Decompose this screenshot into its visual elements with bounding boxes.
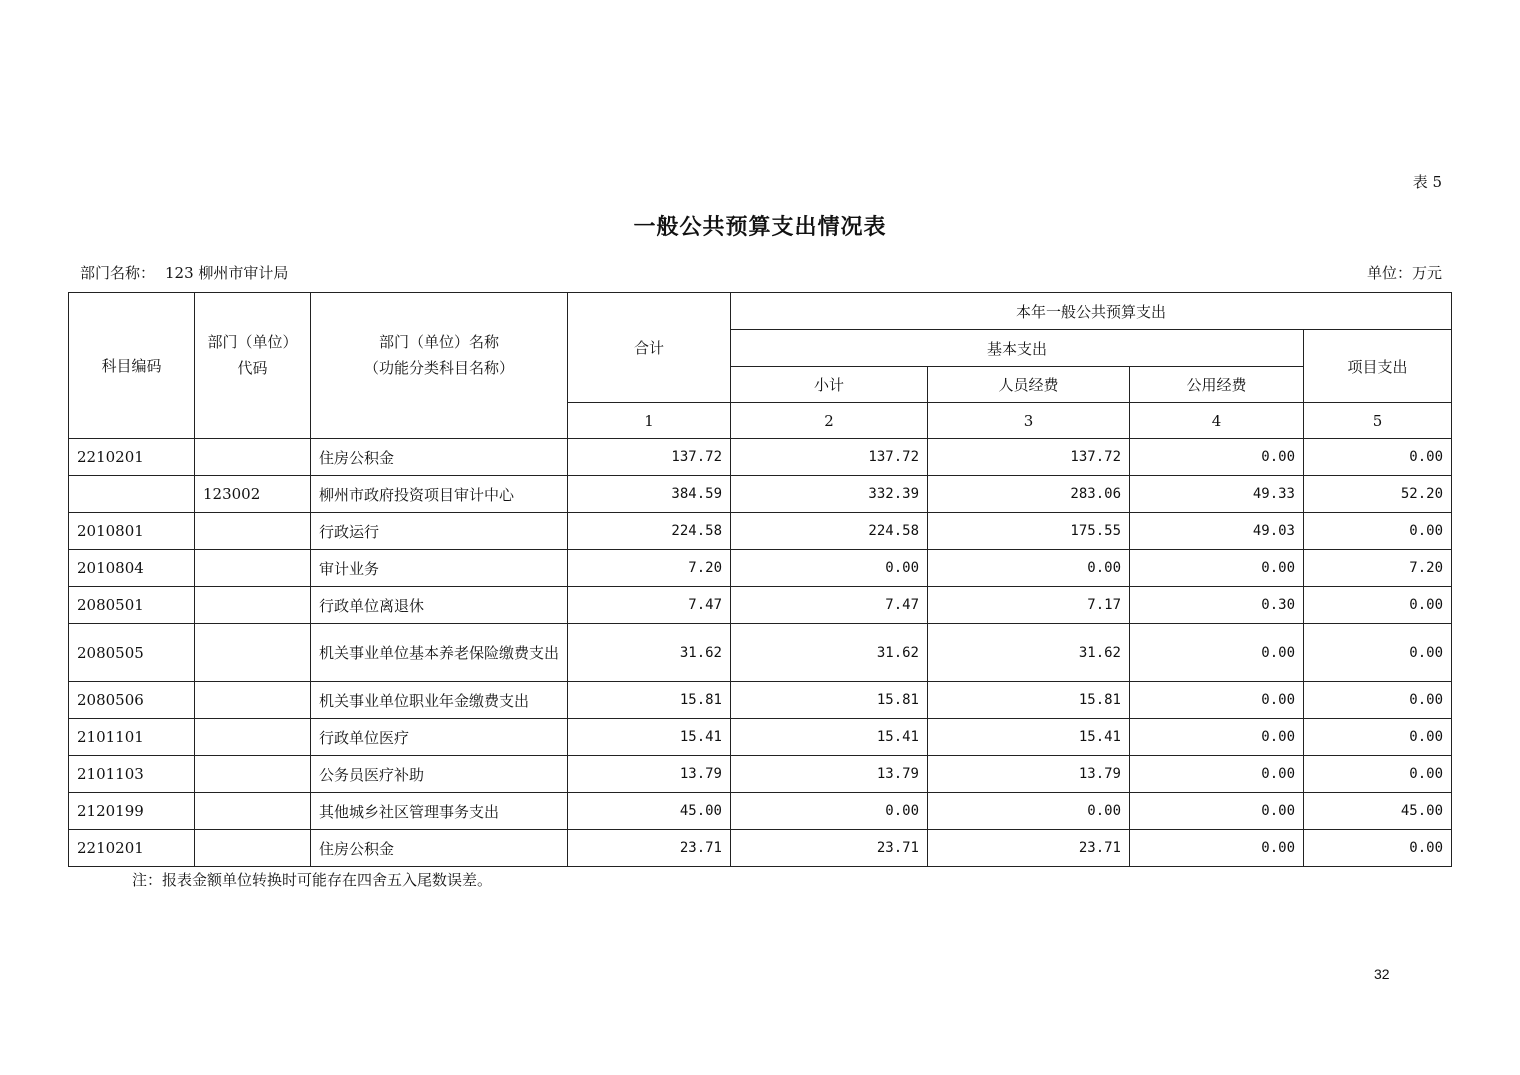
- cell-public: 0.00: [1130, 624, 1304, 682]
- cell-subtotal: 332.39: [731, 476, 928, 513]
- cell-name: 审计业务: [311, 550, 568, 587]
- cell-total: 23.71: [568, 830, 731, 867]
- cell-project: 0.00: [1304, 587, 1452, 624]
- table-body: [69, 439, 1452, 867]
- cell-project: 45.00: [1304, 793, 1452, 830]
- table-row: [69, 624, 1452, 682]
- cell-public: 0.00: [1130, 830, 1304, 867]
- cell-subtotal: 15.41: [731, 719, 928, 756]
- col-number-4: 4: [1130, 403, 1304, 439]
- col-number-5: 5: [1304, 403, 1452, 439]
- header-dept-code-line1: 部门（单位）: [207, 332, 298, 351]
- cell-dept-code: [195, 587, 311, 624]
- cell-subject-code: 2010801: [69, 513, 195, 550]
- cell-project: 0.00: [1304, 513, 1452, 550]
- cell-total: 7.47: [568, 587, 731, 624]
- table-row: [69, 587, 1452, 624]
- department-name: 123 柳州市审计局: [165, 264, 289, 282]
- cell-dept-code: [195, 756, 311, 793]
- header-total: 合计: [568, 293, 731, 403]
- cell-project: 0.00: [1304, 719, 1452, 756]
- cell-personnel: 0.00: [928, 793, 1130, 830]
- cell-total: 224.58: [568, 513, 731, 550]
- header-project: 项目支出: [1304, 330, 1452, 403]
- unit-label: 单位：万元: [1366, 264, 1442, 282]
- cell-personnel: 137.72: [928, 439, 1130, 476]
- cell-personnel: 7.17: [928, 587, 1130, 624]
- cell-subject-code: [69, 476, 195, 513]
- table-row: [69, 793, 1452, 830]
- cell-subtotal: 224.58: [731, 513, 928, 550]
- cell-dept-code: 123002: [195, 476, 311, 513]
- cell-subtotal: 0.00: [731, 793, 928, 830]
- cell-subtotal: 7.47: [731, 587, 928, 624]
- cell-subtotal: 0.00: [731, 550, 928, 587]
- cell-project: 7.20: [1304, 550, 1452, 587]
- cell-personnel: 23.71: [928, 830, 1130, 867]
- cell-total: 13.79: [568, 756, 731, 793]
- cell-subject-code: 2210201: [69, 439, 195, 476]
- cell-dept-code: [195, 682, 311, 719]
- cell-subtotal: 13.79: [731, 756, 928, 793]
- cell-total: 31.62: [568, 624, 731, 682]
- table-row: [69, 830, 1452, 867]
- cell-subject-code: 2101101: [69, 719, 195, 756]
- cell-name: 行政单位离退休: [311, 587, 568, 624]
- cell-personnel: 13.79: [928, 756, 1130, 793]
- table-row: [69, 550, 1452, 587]
- cell-personnel: 0.00: [928, 550, 1130, 587]
- cell-subtotal: 15.81: [731, 682, 928, 719]
- budget-table: [68, 292, 1452, 867]
- cell-project: 0.00: [1304, 756, 1452, 793]
- cell-subject-code: 2210201: [69, 830, 195, 867]
- cell-dept-code: [195, 550, 311, 587]
- cell-total: 137.72: [568, 439, 731, 476]
- header-subject-code: 科目编码: [69, 293, 195, 439]
- cell-name: 住房公积金: [311, 439, 568, 476]
- header-basic: 基本支出: [731, 330, 1304, 367]
- cell-name: 住房公积金: [311, 830, 568, 867]
- cell-subject-code: 2101103: [69, 756, 195, 793]
- cell-dept-code: [195, 513, 311, 550]
- cell-project: 52.20: [1304, 476, 1452, 513]
- table-row: [69, 682, 1452, 719]
- table-row: [69, 719, 1452, 756]
- cell-total: 384.59: [568, 476, 731, 513]
- department-line: [80, 262, 288, 283]
- cell-personnel: 15.41: [928, 719, 1130, 756]
- cell-total: 15.41: [568, 719, 731, 756]
- cell-personnel: 283.06: [928, 476, 1130, 513]
- cell-public: 0.00: [1130, 793, 1304, 830]
- cell-subtotal: 137.72: [731, 439, 928, 476]
- cell-name: 柳州市政府投资项目审计中心: [311, 476, 568, 513]
- cell-dept-code: [195, 830, 311, 867]
- header-dept-code: [195, 293, 311, 439]
- cell-name: 行政运行: [311, 513, 568, 550]
- cell-project: 0.00: [1304, 439, 1452, 476]
- table-header: [69, 293, 1452, 439]
- cell-name: 行政单位医疗: [311, 719, 568, 756]
- cell-subtotal: 31.62: [731, 624, 928, 682]
- table-row: [69, 439, 1452, 476]
- table-row: [69, 513, 1452, 550]
- cell-dept-code: [195, 719, 311, 756]
- cell-subject-code: 2080506: [69, 682, 195, 719]
- cell-subject-code: 2120199: [69, 793, 195, 830]
- cell-total: 15.81: [568, 682, 731, 719]
- cell-project: 0.00: [1304, 682, 1452, 719]
- header-dept-name-line2: （功能分类科目名称）: [363, 358, 514, 377]
- cell-subject-code: 2080501: [69, 587, 195, 624]
- table-number-label: 表 5: [1412, 173, 1442, 191]
- cell-personnel: 15.81: [928, 682, 1130, 719]
- header-dept-name-line1: 部门（单位）名称: [378, 332, 499, 351]
- cell-dept-code: [195, 793, 311, 830]
- cell-name: 其他城乡社区管理事务支出: [311, 793, 568, 830]
- cell-project: 0.00: [1304, 624, 1452, 682]
- header-subtotal: 小计: [731, 367, 928, 403]
- cell-public: 49.03: [1130, 513, 1304, 550]
- cell-name: 机关事业单位基本养老保险缴费支出: [311, 624, 568, 682]
- cell-personnel: 175.55: [928, 513, 1130, 550]
- cell-public: 0.00: [1130, 756, 1304, 793]
- page-title: 一般公共预算支出情况表: [633, 214, 887, 240]
- cell-public: 0.00: [1130, 550, 1304, 587]
- footnote: 注：报表金额单位转换时可能存在四舍五入尾数误差。: [132, 871, 493, 889]
- header-personnel: 人员经费: [928, 367, 1130, 403]
- cell-dept-code: [195, 624, 311, 682]
- cell-subject-code: 2080505: [69, 624, 195, 682]
- cell-public: 0.30: [1130, 587, 1304, 624]
- cell-dept-code: [195, 439, 311, 476]
- page-number: 32: [1374, 966, 1390, 982]
- department-label: 部门名称：: [80, 264, 156, 282]
- cell-name: 机关事业单位职业年金缴费支出: [311, 682, 568, 719]
- col-number-2: 2: [731, 403, 928, 439]
- header-dept-name: [311, 293, 568, 439]
- cell-project: 0.00: [1304, 830, 1452, 867]
- cell-public: 0.00: [1130, 682, 1304, 719]
- header-current-year: 本年一般公共预算支出: [731, 293, 1452, 330]
- cell-subtotal: 23.71: [731, 830, 928, 867]
- cell-public: 49.33: [1130, 476, 1304, 513]
- cell-personnel: 31.62: [928, 624, 1130, 682]
- col-number-3: 3: [928, 403, 1130, 439]
- table-row: [69, 476, 1452, 513]
- table-row: [69, 756, 1452, 793]
- cell-public: 0.00: [1130, 719, 1304, 756]
- cell-name: 公务员医疗补助: [311, 756, 568, 793]
- cell-total: 45.00: [568, 793, 731, 830]
- col-number-1: 1: [568, 403, 731, 439]
- cell-subject-code: 2010804: [69, 550, 195, 587]
- cell-public: 0.00: [1130, 439, 1304, 476]
- header-dept-code-line2: 代码: [237, 358, 268, 377]
- cell-total: 7.20: [568, 550, 731, 587]
- header-public: 公用经费: [1130, 367, 1304, 403]
